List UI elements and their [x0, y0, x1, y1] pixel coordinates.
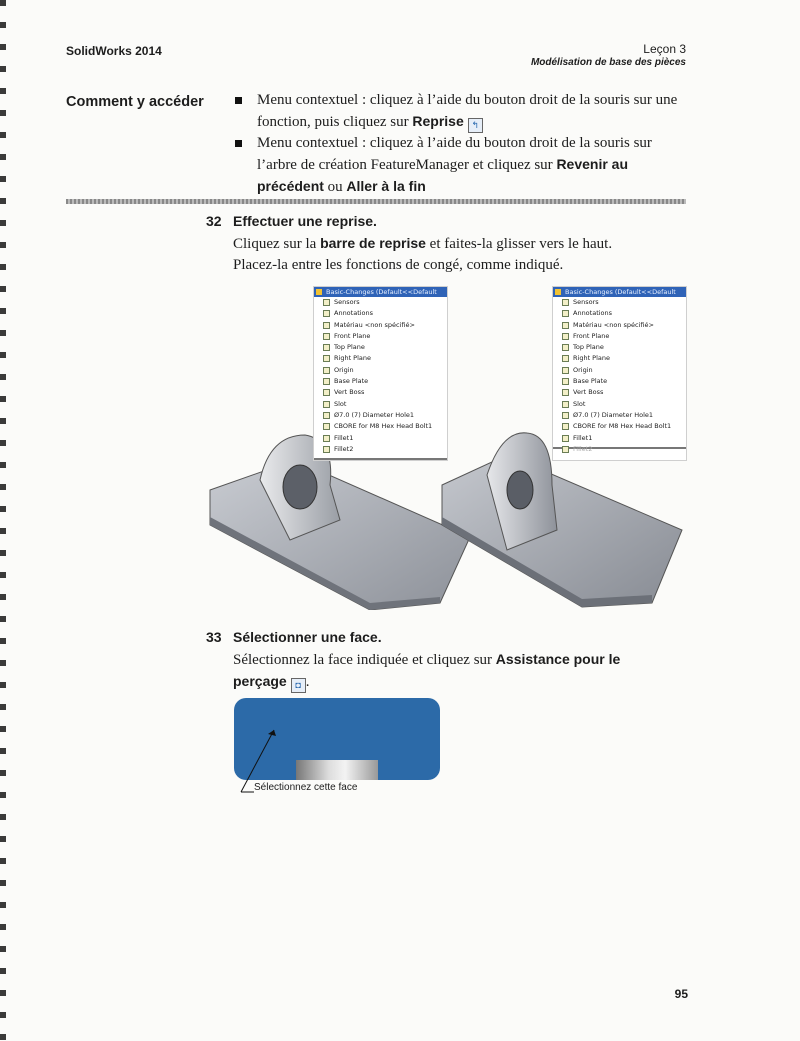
extrude-icon	[323, 389, 330, 396]
material-icon	[562, 322, 569, 329]
lesson-subtitle: Modélisation de base des pièces	[530, 57, 686, 68]
step-number: 33	[206, 629, 222, 645]
step-text: .	[305, 674, 310, 690]
bullet-bold: Aller à la fin	[346, 178, 426, 194]
tree-titlebar: Basic-Changes (Default<<Default	[314, 287, 447, 297]
tree-item[interactable]: Sensors	[314, 297, 447, 308]
feature-tree-before	[313, 286, 448, 461]
extrude-icon	[562, 378, 569, 385]
spiral-binding	[0, 0, 6, 1041]
section-divider	[66, 199, 686, 204]
extrude-icon	[562, 389, 569, 396]
tree-item[interactable]: Matériau <non spécifié>	[553, 320, 686, 331]
tree-item[interactable]: Slot	[553, 399, 686, 410]
bullet-text: Menu contextuel : cliquez à l’aide du bouton droit de la souris sur l’arbre de création FeatureManager et cliquez sur	[257, 135, 652, 173]
tree-item[interactable]: Right Plane	[553, 353, 686, 364]
plane-icon	[323, 355, 330, 362]
bullet-square-icon	[235, 97, 242, 104]
step-number: 32	[206, 213, 222, 229]
step-title: Sélectionner une face.	[233, 629, 382, 645]
tree-item[interactable]: Slot	[314, 399, 447, 410]
bullet-bold: Revenir au précédent	[257, 156, 629, 194]
bullet-item	[235, 133, 695, 198]
fillet-icon	[323, 435, 330, 442]
hole-icon	[323, 412, 330, 419]
tree-item[interactable]: Top Plane	[314, 342, 447, 353]
feature-tree-after	[552, 286, 687, 461]
bullet-bold: Reprise	[412, 113, 464, 129]
plane-icon	[562, 344, 569, 351]
tree-item[interactable]: Ø7.0 (7) Diameter Hole1	[553, 410, 686, 421]
fillet-icon	[562, 446, 569, 453]
callout-label: Sélectionnez cette face	[254, 782, 358, 793]
page-number: 95	[674, 987, 688, 1001]
tree-item[interactable]: Sensors	[553, 297, 686, 308]
bullet-square-icon	[235, 140, 242, 147]
extrude-icon	[323, 378, 330, 385]
slot-region	[296, 760, 378, 780]
tree-item[interactable]: Fillet2	[314, 444, 447, 455]
plane-icon	[323, 344, 330, 351]
tree-item[interactable]: CBORE for M8 Hex Head Bolt1	[553, 421, 686, 432]
tree-item[interactable]: Origin	[314, 365, 447, 376]
tree-item[interactable]: Annotations	[553, 308, 686, 319]
step-instruction	[206, 649, 666, 693]
tree-item[interactable]: Right Plane	[314, 353, 447, 364]
origin-icon	[323, 367, 330, 374]
cut-icon	[323, 401, 330, 408]
tree-item[interactable]: Front Plane	[553, 331, 686, 342]
plane-icon	[562, 333, 569, 340]
tree-item[interactable]: Annotations	[314, 308, 447, 319]
tree-item[interactable]: Vert Boss	[314, 387, 447, 398]
rollback-bar[interactable]	[314, 452, 447, 460]
annotations-icon	[323, 310, 330, 317]
bullet-text: Menu contextuel : cliquez à l’aide du bouton droit de la souris sur une fonction, puis cliquez sur	[257, 92, 678, 130]
step-32	[206, 211, 666, 276]
step-bold: barre de reprise	[320, 235, 426, 251]
tree-item[interactable]: Front Plane	[314, 331, 447, 342]
tree-item[interactable]: Top Plane	[553, 342, 686, 353]
step-33	[206, 627, 666, 693]
plane-icon	[562, 355, 569, 362]
bullet-item	[235, 90, 695, 133]
tree-item[interactable]: Ø7.0 (7) Diameter Hole1	[314, 410, 447, 421]
part-icon	[555, 289, 561, 295]
hole-icon	[323, 423, 330, 430]
tree-item[interactable]: Origin	[553, 365, 686, 376]
step-text: Sélectionnez la face indiquée et cliquez sur	[233, 652, 496, 668]
header-lesson	[531, 42, 686, 68]
tree-item[interactable]: Fillet1	[314, 433, 447, 444]
tree-item[interactable]: Base Plate	[314, 376, 447, 387]
annotations-icon	[562, 310, 569, 317]
tree-item[interactable]: CBORE for M8 Hex Head Bolt1	[314, 421, 447, 432]
sensors-icon	[562, 299, 569, 306]
part-icon	[316, 289, 322, 295]
access-bullets	[235, 90, 695, 198]
tree-item[interactable]: Base Plate	[553, 376, 686, 387]
tree-item[interactable]: Fillet1	[553, 433, 686, 444]
tree-item[interactable]: Vert Boss	[553, 387, 686, 398]
hole-icon	[562, 423, 569, 430]
step-instruction	[206, 233, 666, 255]
plane-icon	[323, 333, 330, 340]
cut-icon	[562, 401, 569, 408]
lesson-title: Leçon 3	[643, 42, 686, 56]
tree-item-suppressed[interactable]: Fillet2	[553, 444, 686, 455]
hole-wizard-icon: ◘	[291, 678, 306, 693]
step-bold: Assistance pour le perçage	[233, 651, 621, 689]
step-text: Cliquez sur la	[233, 236, 321, 252]
header-product: SolidWorks 2014	[66, 44, 162, 58]
rollback-icon: ↰	[468, 118, 483, 133]
bullet-text: ou	[323, 179, 347, 195]
material-icon	[323, 322, 330, 329]
hole-icon	[562, 412, 569, 419]
step-title: Effectuer une reprise.	[233, 213, 377, 229]
step-text: et faites-la glisser vers le haut.	[425, 236, 613, 252]
origin-icon	[562, 367, 569, 374]
tree-item[interactable]: Matériau <non spécifié>	[314, 320, 447, 331]
step-instruction: Placez-la entre les fonctions de congé, comme indiqué.	[233, 257, 564, 273]
access-heading: Comment y accéder	[66, 94, 204, 110]
sensors-icon	[323, 299, 330, 306]
tree-titlebar: Basic-Changes (Default<<Default	[553, 287, 686, 297]
